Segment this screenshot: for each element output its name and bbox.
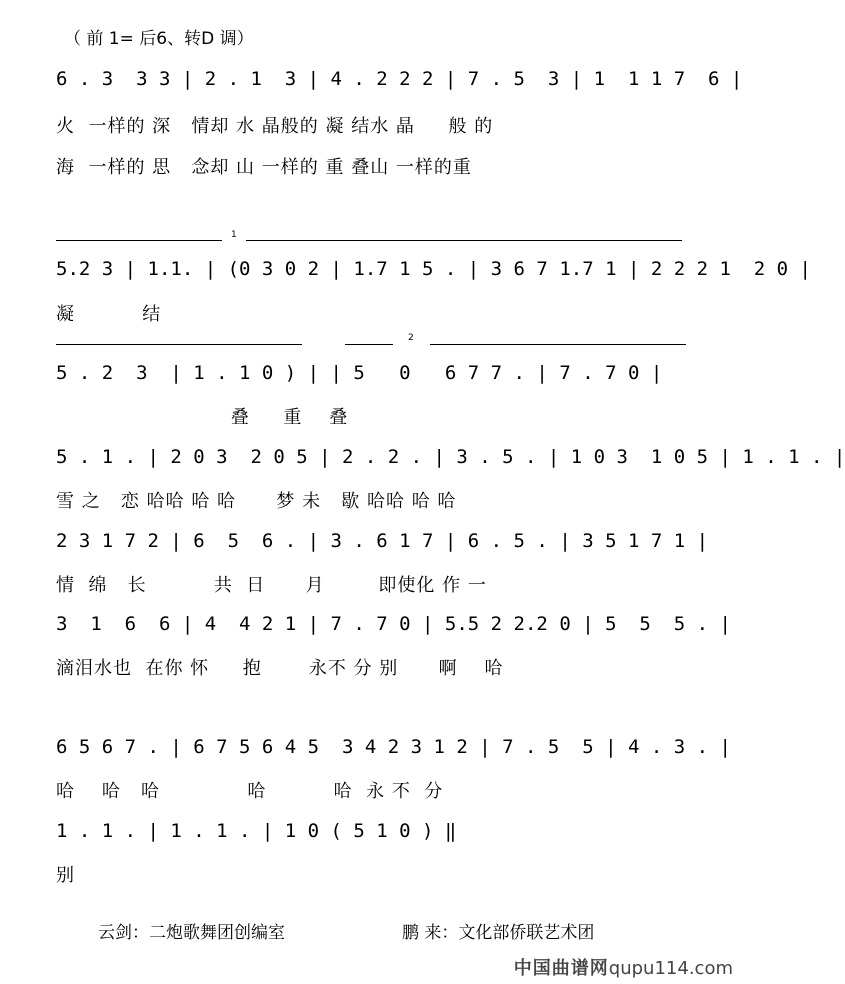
key-signature: （ 前 1= 后6、转D 调） — [64, 29, 254, 49]
volta-2-mid-rule — [345, 344, 393, 345]
notation-row-5: 2 3 1 7 2 | 6 5 6 . | 3 . 6 1 7 | 6 . 5 . | 3 5 1 7 1 | — [56, 530, 709, 552]
watermark-url: qupu114.com — [608, 958, 733, 979]
composer-credit: 鹏 来：文化部侨联艺术团 — [402, 923, 595, 943]
volta-2-label: 2 — [408, 333, 414, 343]
notation-row-4: 5 . 1 . | 2 0 3 2 0 5 | 2 . 2 . | 3 . 5 . | 1 0 3 1 0 5 | 1 . 1 . | — [56, 446, 845, 468]
notation-row-6: 3 1 6 6 | 4 4 2 1 | 7 . 7 0 | 5.5 2 2.2 0 | 5 5 5 . | — [56, 613, 731, 635]
lyric-row-3: 叠 重 叠 — [56, 407, 349, 428]
lyric-row-6: 滴泪水也 在你 怀 抱 永不 分 别 啊 哈 — [56, 658, 504, 679]
volta-2-left-rule — [56, 344, 302, 345]
lyric-row-5: 情 绵 长 共 日 月 即使化 作 一 — [56, 575, 487, 596]
lyric-row-4: 雪 之 恋 哈哈 哈 哈 梦 未 歇 哈哈 哈 哈 — [56, 491, 457, 512]
volta-1-left-rule — [56, 240, 222, 241]
notation-row-3: 5 . 2 3 | 1 . 1 0 ) | | 5 0 6 7 7 . | 7 . 7 0 | — [56, 362, 663, 384]
lyric-row-1a: 火 一样的 深 情却 水 晶般的 凝 结水 晶 般 的 — [56, 116, 494, 137]
notation-row-7: 6 5 6 7 . | 6 7 5 6 4 5 3 4 2 3 1 2 | 7 . 5 5 | 4 . 3 . | — [56, 736, 731, 758]
notation-row-2: 5.2 3 | 1.1. | (0 3 0 2 | 1.7 1 5 . | 3 6 7 1.7 1 | 2 2 2 1 2 0 | — [56, 258, 811, 280]
notation-row-8: 1 . 1 . | 1 . 1 . | 1 0 ( 5 1 0 ) ‖ — [56, 820, 457, 842]
lyric-row-7: 哈 哈 哈 哈 哈 永 不 分 — [56, 781, 444, 802]
lyricist-credit: 云剑：二炮歌舞团创编室 — [98, 923, 285, 943]
notation-row-1: 6 . 3 3 3 | 2 . 1 3 | 4 . 2 2 2 | 7 . 5 3 | 1 1 1 7 6 | — [56, 68, 743, 90]
watermark-cn: 中国曲谱网 — [513, 958, 609, 979]
site-watermark — [514, 954, 733, 980]
volta-2-right-rule — [430, 344, 686, 345]
volta-1-label: 1 — [231, 230, 237, 240]
lyric-row-1b: 海 一样的 思 念却 山 一样的 重 叠山 一样的重 — [56, 157, 472, 178]
lyric-row-2: 凝 结 — [56, 304, 162, 325]
volta-1-right-rule — [246, 240, 682, 241]
lyric-row-8: 别 — [56, 865, 75, 886]
